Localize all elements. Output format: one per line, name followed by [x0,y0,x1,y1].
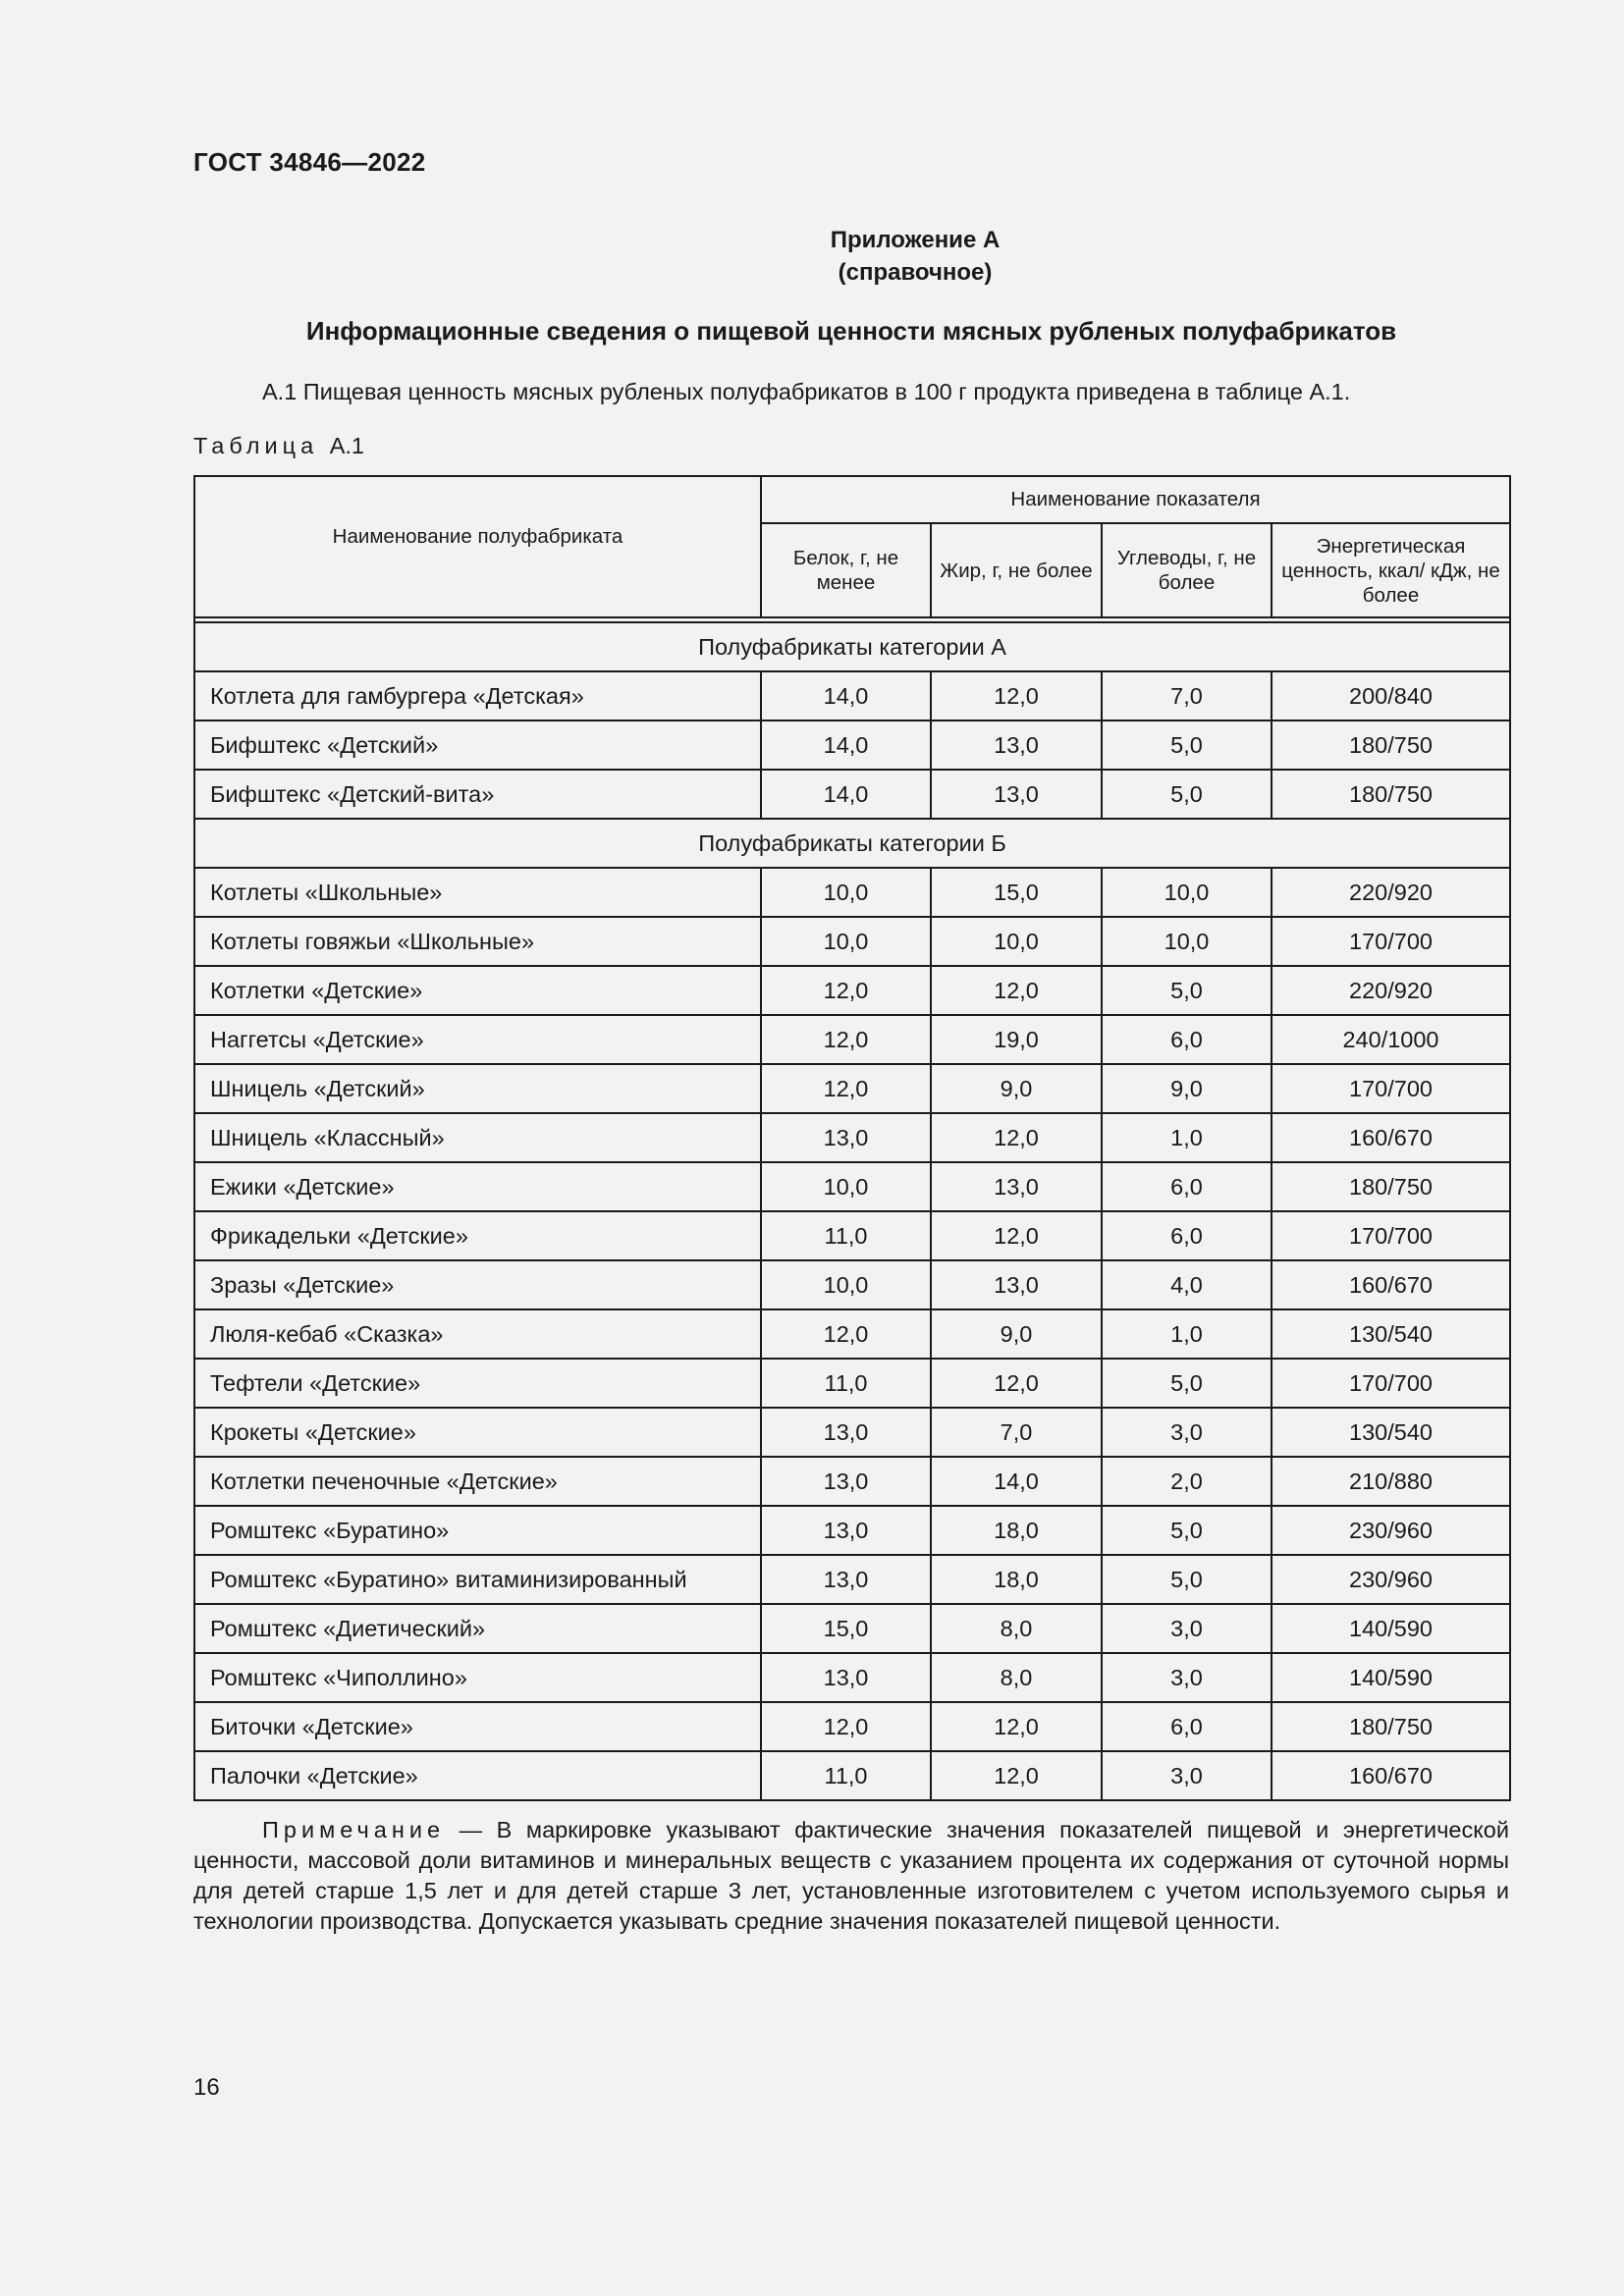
cell-carbs: 6,0 [1102,1211,1272,1260]
cell-name: Наггетсы «Детские» [194,1015,761,1064]
cell-carbs: 5,0 [1102,770,1272,819]
cell-energy: 180/750 [1272,721,1510,770]
standard-code: ГОСТ 34846—2022 [193,147,426,177]
cell-fat: 7,0 [931,1408,1102,1457]
cell-name: Палочки «Детские» [194,1751,761,1800]
cell-name: Ромштекс «Диетический» [194,1604,761,1653]
cell-carbs: 6,0 [1102,1702,1272,1751]
cell-energy: 180/750 [1272,770,1510,819]
cell-carbs: 5,0 [1102,1555,1272,1604]
cell-protein: 13,0 [761,1113,931,1162]
cell-energy: 160/670 [1272,1260,1510,1309]
cell-energy: 200/840 [1272,671,1510,721]
cell-protein: 10,0 [761,1162,931,1211]
cell-carbs: 3,0 [1102,1604,1272,1653]
table-row [194,917,1510,966]
cell-fat: 13,0 [931,721,1102,770]
cell-protein: 11,0 [761,1359,931,1408]
cell-name: Тефтели «Детские» [194,1359,761,1408]
intro-paragraph: А.1 Пищевая ценность мясных рубленых полуфабрикатов в 100 г продукта приведена в таблице А.1. [262,379,1351,404]
cell-name: Котлета для гамбургера «Детская» [194,671,761,721]
cell-energy: 180/750 [1272,1702,1510,1751]
table-row [194,868,1510,917]
cell-fat: 14,0 [931,1457,1102,1506]
header-indicator-group: Наименование показателя [761,476,1510,523]
cell-carbs: 3,0 [1102,1408,1272,1457]
cell-protein: 14,0 [761,721,931,770]
cell-energy: 220/920 [1272,868,1510,917]
cell-energy: 130/540 [1272,1408,1510,1457]
cell-energy: 230/960 [1272,1555,1510,1604]
table-row [194,671,1510,721]
table-row [194,1113,1510,1162]
cell-fat: 12,0 [931,671,1102,721]
category-title: Полуфабрикаты категории Б [194,819,1510,868]
cell-fat: 12,0 [931,1211,1102,1260]
cell-name: Бифштекс «Детский» [194,721,761,770]
cell-fat: 12,0 [931,1359,1102,1408]
annex-title: Приложение А [830,227,1001,253]
note-text: — В маркировке указывают фактические значения показателей пищевой и энергетической ценности, массовой доли витаминов и минеральных веществ с указанием процента их содержания от суточной нормы для детей старше 1,5 лет и для детей старше 3 лет, установленные изготовителем с учетом используемого сырья и технологии производства. Допускается указывать средние значения показателей пищевой ценности. [193,1817,1509,1934]
cell-name: Люля-кебаб «Сказка» [194,1309,761,1359]
header-energy: Энергетическая ценность, ккал/ кДж, не более [1272,523,1510,617]
cell-energy: 170/700 [1272,1211,1510,1260]
cell-protein: 14,0 [761,671,931,721]
cell-fat: 13,0 [931,1162,1102,1211]
cell-energy: 130/540 [1272,1309,1510,1359]
table-row [194,1702,1510,1751]
cell-protein: 11,0 [761,1751,931,1800]
table-note [193,1815,1509,1937]
cell-protein: 12,0 [761,1309,931,1359]
cell-name: Котлеты «Школьные» [194,868,761,917]
page-number: 16 [193,2074,220,2101]
cell-carbs: 1,0 [1102,1113,1272,1162]
cell-fat: 18,0 [931,1506,1102,1555]
cell-energy: 170/700 [1272,1359,1510,1408]
cell-carbs: 3,0 [1102,1653,1272,1702]
table-row [194,1604,1510,1653]
header-carbs: Углеводы, г, не более [1102,523,1272,617]
cell-protein: 13,0 [761,1506,931,1555]
cell-fat: 18,0 [931,1555,1102,1604]
table-head [194,476,1510,617]
cell-name: Биточки «Детские» [194,1702,761,1751]
cell-energy: 220/920 [1272,966,1510,1015]
cell-fat: 19,0 [931,1015,1102,1064]
section-title: Информационные сведения о пищевой ценности мясных рубленых полуфабрикатов [305,316,1397,346]
table-row [194,1064,1510,1113]
cell-carbs: 1,0 [1102,1309,1272,1359]
header-protein: Белок, г, не менее [761,523,931,617]
cell-fat: 10,0 [931,917,1102,966]
note-label: Примечание [262,1817,446,1842]
table-row [194,1260,1510,1309]
table-row [194,1211,1510,1260]
cell-energy: 180/750 [1272,1162,1510,1211]
table-row [194,1506,1510,1555]
cell-protein: 13,0 [761,1653,931,1702]
cell-protein: 14,0 [761,770,931,819]
category-row [194,622,1510,671]
cell-name: Ромштекс «Чиполлино» [194,1653,761,1702]
table-row [194,1015,1510,1064]
cell-carbs: 6,0 [1102,1015,1272,1064]
cell-protein: 12,0 [761,1702,931,1751]
cell-name: Зразы «Детские» [194,1260,761,1309]
cell-protein: 13,0 [761,1555,931,1604]
cell-name: Ежики «Детские» [194,1162,761,1211]
category-row [194,819,1510,868]
cell-protein: 15,0 [761,1604,931,1653]
cell-protein: 10,0 [761,868,931,917]
category-title: Полуфабрикаты категории А [194,622,1510,671]
table-row [194,1359,1510,1408]
cell-name: Котлетки печеночные «Детские» [194,1457,761,1506]
cell-fat: 9,0 [931,1309,1102,1359]
cell-protein: 12,0 [761,966,931,1015]
table-caption-number: А.1 [329,433,364,458]
table-row [194,1457,1510,1506]
cell-protein: 12,0 [761,1015,931,1064]
cell-fat: 12,0 [931,966,1102,1015]
cell-protein: 12,0 [761,1064,931,1113]
cell-energy: 170/700 [1272,917,1510,966]
cell-fat: 12,0 [931,1702,1102,1751]
cell-name: Бифштекс «Детский-вита» [194,770,761,819]
cell-energy: 140/590 [1272,1604,1510,1653]
cell-carbs: 7,0 [1102,671,1272,721]
table-row [194,770,1510,819]
cell-fat: 9,0 [931,1064,1102,1113]
cell-carbs: 5,0 [1102,1359,1272,1408]
cell-carbs: 9,0 [1102,1064,1272,1113]
cell-energy: 210/880 [1272,1457,1510,1506]
cell-energy: 170/700 [1272,1064,1510,1113]
cell-name: Котлетки «Детские» [194,966,761,1015]
table-caption-label: Таблица [193,433,319,458]
cell-name: Ромштекс «Буратино» витаминизированный [194,1555,761,1604]
cell-name: Ромштекс «Буратино» [194,1506,761,1555]
cell-protein: 10,0 [761,1260,931,1309]
header-fat: Жир, г, не более [931,523,1102,617]
cell-protein: 13,0 [761,1457,931,1506]
cell-protein: 13,0 [761,1408,931,1457]
cell-name: Фрикадельки «Детские» [194,1211,761,1260]
cell-fat: 13,0 [931,1260,1102,1309]
cell-carbs: 10,0 [1102,868,1272,917]
cell-carbs: 3,0 [1102,1751,1272,1800]
cell-fat: 8,0 [931,1653,1102,1702]
table-row [194,1751,1510,1800]
table-row [194,721,1510,770]
cell-fat: 15,0 [931,868,1102,917]
cell-protein: 10,0 [761,917,931,966]
annex-heading [0,224,1624,289]
cell-carbs: 5,0 [1102,1506,1272,1555]
cell-name: Крокеты «Детские» [194,1408,761,1457]
cell-energy: 140/590 [1272,1653,1510,1702]
table-body [194,617,1510,1800]
cell-carbs: 6,0 [1102,1162,1272,1211]
table-row [194,966,1510,1015]
cell-carbs: 2,0 [1102,1457,1272,1506]
annex-subtitle: (справочное) [838,259,993,286]
table-row [194,1309,1510,1359]
cell-fat: 8,0 [931,1604,1102,1653]
table-row [194,1162,1510,1211]
cell-fat: 13,0 [931,770,1102,819]
cell-fat: 12,0 [931,1113,1102,1162]
nutrition-table [193,475,1511,1801]
cell-carbs: 5,0 [1102,966,1272,1015]
cell-name: Шницель «Классный» [194,1113,761,1162]
cell-energy: 160/670 [1272,1751,1510,1800]
header-product-name: Наименование полуфабриката [194,476,761,617]
cell-name: Котлеты говяжьи «Школьные» [194,917,761,966]
cell-carbs: 5,0 [1102,721,1272,770]
table-caption [193,433,364,459]
cell-protein: 11,0 [761,1211,931,1260]
cell-name: Шницель «Детский» [194,1064,761,1113]
table-row [194,1653,1510,1702]
cell-carbs: 10,0 [1102,917,1272,966]
table-row [194,1408,1510,1457]
cell-energy: 160/670 [1272,1113,1510,1162]
cell-fat: 12,0 [931,1751,1102,1800]
cell-energy: 230/960 [1272,1506,1510,1555]
table-row [194,1555,1510,1604]
cell-energy: 240/1000 [1272,1015,1510,1064]
cell-carbs: 4,0 [1102,1260,1272,1309]
